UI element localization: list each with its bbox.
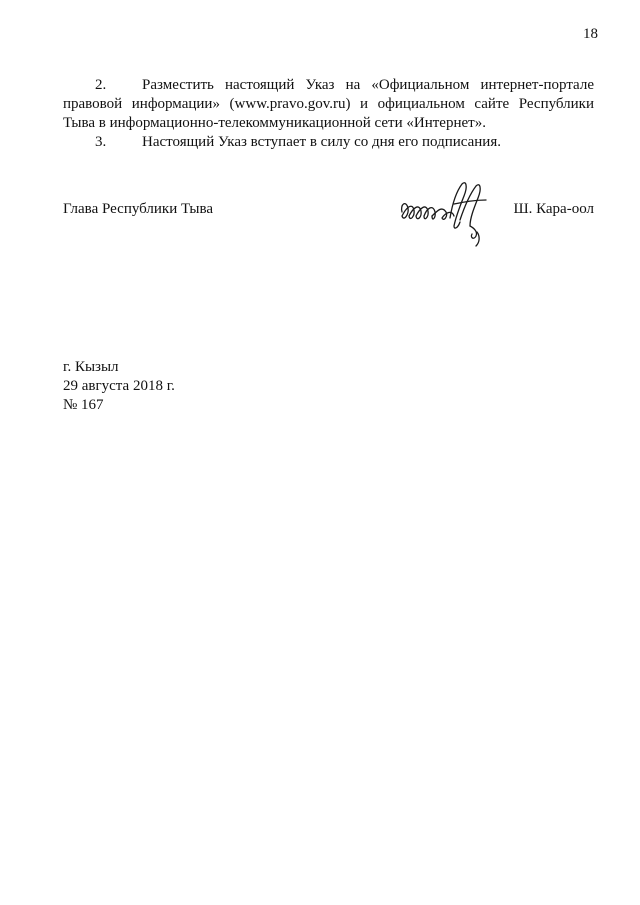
paragraph-text: Настоящий Указ вступает в силу со дня его подписания. — [142, 134, 501, 150]
paragraph-number: 2. — [95, 77, 107, 93]
signer-title: Глава Республики Тыва — [63, 201, 214, 217]
paragraph-text: Разместить настоящий Указ на «Официальном интернет-портале правовой информации» (www.pravo.gov.ru) и официальном сайте Республики Тыва в информационно-телекоммуникационной сети «Интернет». — [63, 77, 594, 131]
signature-row — [63, 200, 594, 220]
paragraph-3 — [63, 133, 594, 152]
footer-number: № 167 — [63, 397, 104, 413]
handwritten-signature — [394, 170, 504, 250]
signer-name: Ш. Кара-оол — [513, 201, 594, 217]
document-footer — [63, 358, 175, 415]
paragraph-number: 3. — [95, 134, 107, 150]
document-body — [63, 76, 594, 152]
page-number: 18 — [583, 26, 598, 42]
footer-date: 29 августа 2018 г. — [63, 378, 175, 394]
paragraph-2 — [63, 76, 594, 133]
footer-place: г. Кызыл — [63, 359, 119, 375]
